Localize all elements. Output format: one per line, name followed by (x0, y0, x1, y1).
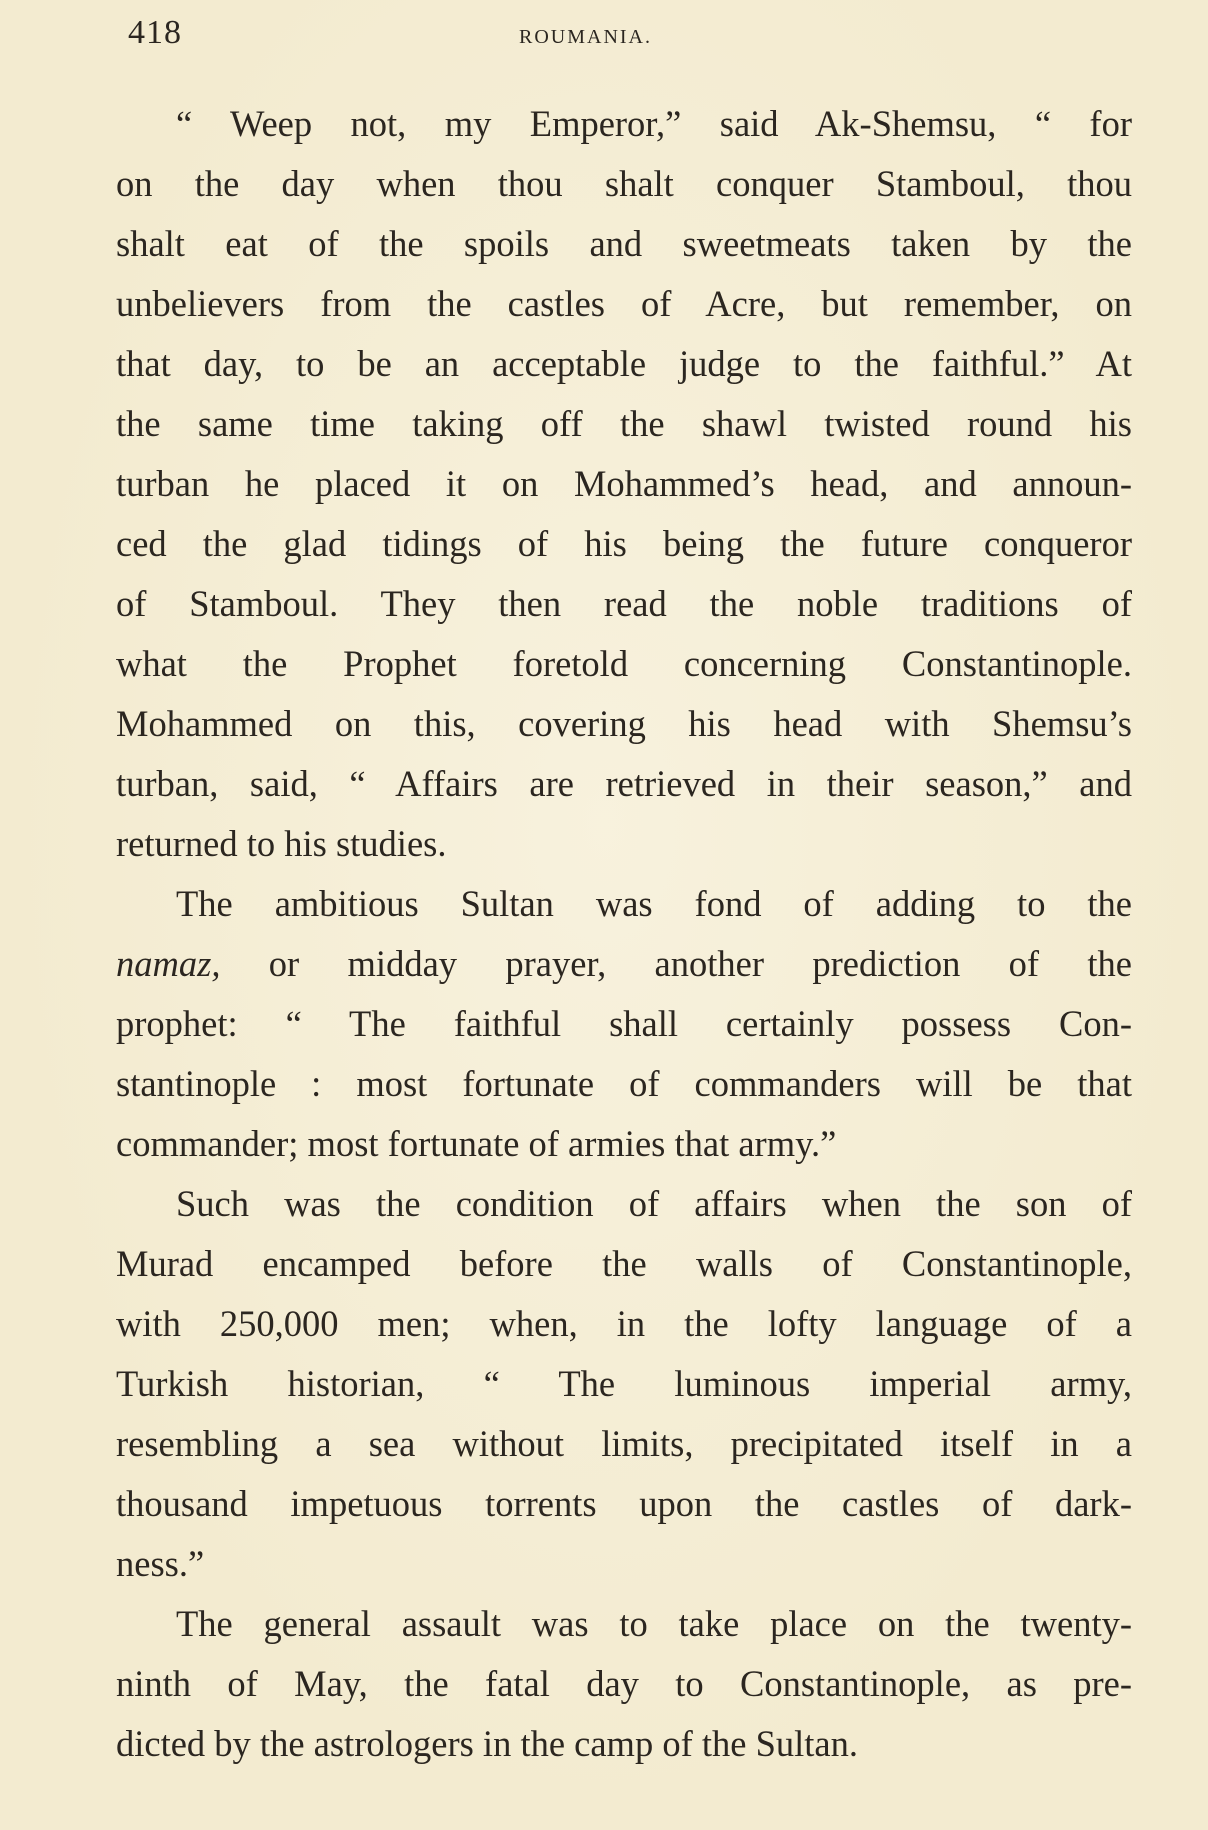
text-line: prophet: “ The faithful shall certainly possess Con- (116, 1003, 1132, 1044)
text-line: “ Weep not, my Emperor,” said Ak-Shemsu, “ for (176, 103, 1132, 144)
text-line (116, 934, 1132, 994)
text-line: Mohammed on this, covering his head with Shemsu’s (116, 703, 1132, 744)
text-line: ninth of May, the fatal day to Constantinople, as pre- (116, 1663, 1132, 1704)
text-line: with 250,000 men; when, in the lofty language of a (116, 1303, 1132, 1344)
text-line: commander; most fortunate of armies that army.” (116, 1123, 837, 1164)
paragraph (116, 1594, 1132, 1774)
running-head (128, 8, 1033, 58)
paragraph (116, 94, 1132, 874)
text-line: that day, to be an acceptable judge to the faithful.” At (116, 343, 1132, 384)
paragraph (116, 1174, 1132, 1594)
text-line: what the Prophet foretold concerning Constantinople. (116, 643, 1132, 684)
text-line: The ambitious Sultan was fond of adding to the (176, 883, 1132, 924)
text-line: thousand impetuous torrents upon the castles of dark- (116, 1483, 1132, 1524)
page-number: 418 (128, 14, 182, 51)
text-line: unbelievers from the castles of Acre, but remember, on (116, 283, 1132, 324)
text-line: ced the glad tidings of his being the future conqueror (116, 523, 1132, 564)
text-fragment: or midday prayer, another prediction of the (220, 943, 1132, 984)
text-line: turban he placed it on Mohammed’s head, and announ- (116, 463, 1132, 504)
text-line: turban, said, “ Affairs are retrieved in their season,” and (116, 763, 1132, 804)
text-line: Turkish historian, “ The luminous imperial army, (116, 1363, 1132, 1404)
text-line: the same time taking off the shawl twisted round his (116, 403, 1132, 444)
paragraph (116, 874, 1132, 1174)
running-title: ROUMANIA. (519, 26, 652, 48)
text-line: ness.” (116, 1543, 205, 1584)
text-line: dicted by the astrologers in the camp of the Sultan. (116, 1723, 858, 1764)
text-line: The general assault was to take place on the twenty- (176, 1603, 1132, 1644)
body-text (116, 94, 1132, 1774)
text-line: resembling a sea without limits, precipitated itself in a (116, 1423, 1132, 1464)
italic-term: namaz, (116, 943, 221, 984)
text-line: of Stamboul. They then read the noble traditions of (116, 583, 1132, 624)
text-line: returned to his studies. (116, 823, 447, 864)
text-line: stantinople : most fortunate of commanders will be that (116, 1063, 1132, 1104)
text-line: Such was the condition of affairs when the son of (176, 1183, 1132, 1224)
text-line: on the day when thou shalt conquer Stamboul, thou (116, 163, 1132, 204)
text-line: shalt eat of the spoils and sweetmeats taken by the (116, 223, 1132, 264)
text-line: Murad encamped before the walls of Constantinople, (116, 1243, 1132, 1284)
